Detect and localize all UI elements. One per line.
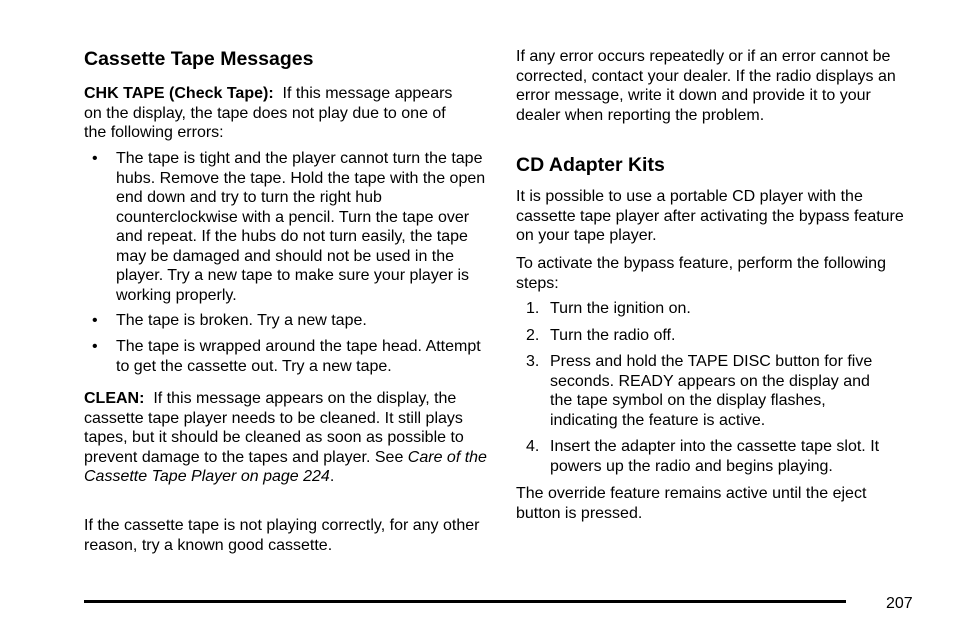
list-item-step: 4. Insert the adapter into the cassette tape slot. It powers up the radio and begins playing. xyxy=(526,438,880,475)
clean-label: CLEAN: xyxy=(84,390,145,407)
chk-tape-label: CHK TAPE (Check Tape): xyxy=(84,85,274,102)
list-item-step: 1. Turn the ignition on. xyxy=(526,300,691,317)
section-heading-cassette-tape-messages: Cassette Tape Messages xyxy=(84,48,314,70)
error-paragraph: If any error occurs repeatedly or if an error cannot be corrected, contact your dealer. If the radio displays an error message, write it down and provide it to your dealer when reporting the problem. xyxy=(516,48,896,124)
step-number: 1. xyxy=(526,300,540,317)
section-heading-cd-adapter-kits: CD Adapter Kits xyxy=(516,154,665,176)
step-number: 2. xyxy=(526,327,540,344)
bullet-icon: • xyxy=(92,312,98,329)
footer-rule xyxy=(84,600,846,603)
step-number: 4. xyxy=(526,438,540,455)
override-paragraph: The override feature remains active until the eject button is pressed. xyxy=(516,485,867,522)
cd-intro-paragraph: It is possible to use a portable CD player with the cassette tape player after activating the bypass feature on your tape player. xyxy=(516,188,904,244)
bullet-icon: • xyxy=(92,338,98,355)
list-item-bullet: • The tape is wrapped around the tape head. Attempt to get the cassette out. Try a new tape. xyxy=(92,338,481,375)
list-item-bullet: • The tape is tight and the player cannot turn the tape hubs. Remove the tape. Hold the tape with the open end down and try to turn the right hub counterclockwise with a pencil. Turn the tape over and repeat. If the hubs do not turn easily, the tape may be damaged and should not be used in the player. Try a new tape to make sure your player is working properly. xyxy=(92,150,486,304)
chk-tape-text: If this message appears on the display, the tape does not play due to one of the following errors: xyxy=(84,85,453,141)
step-number: 3. xyxy=(526,353,540,370)
clean-text: If this message appears on the display, the cassette tape player needs to be cleaned. It still plays tapes, but it should be cleaned as soon as possible to prevent damage to the tapes and player. See xyxy=(84,390,464,466)
page-number: 207 xyxy=(886,595,913,612)
chk-tape-paragraph xyxy=(84,84,469,143)
activate-intro-paragraph: To activate the bypass feature, perform the following steps: xyxy=(516,255,886,292)
care-of-cassette-reference: Care of the Cassette Tape Player on page 224 xyxy=(84,448,487,485)
bullet-icon: • xyxy=(92,150,98,167)
list-item-step: 2. Turn the radio off. xyxy=(526,327,676,344)
clean-paragraph: CLEAN: If this message appears on the display, the cassette tape player needs to be cleaned. It still plays tapes, but it should be cleaned as soon as possible to prevent damage to the tapes and player. See Care of the Cassette Tape Player on page 224. xyxy=(84,390,487,485)
list-item-bullet: • The tape is broken. Try a new tape. xyxy=(92,312,367,329)
list-item-step: 3. Press and hold the TAPE DISC button for five seconds. READY appears on the display and the tape symbol on the display flashes, indicating the feature is active. xyxy=(526,353,873,429)
other-reason-paragraph: If the cassette tape is not playing correctly, for any other reason, try a known good cassette. xyxy=(84,517,480,554)
